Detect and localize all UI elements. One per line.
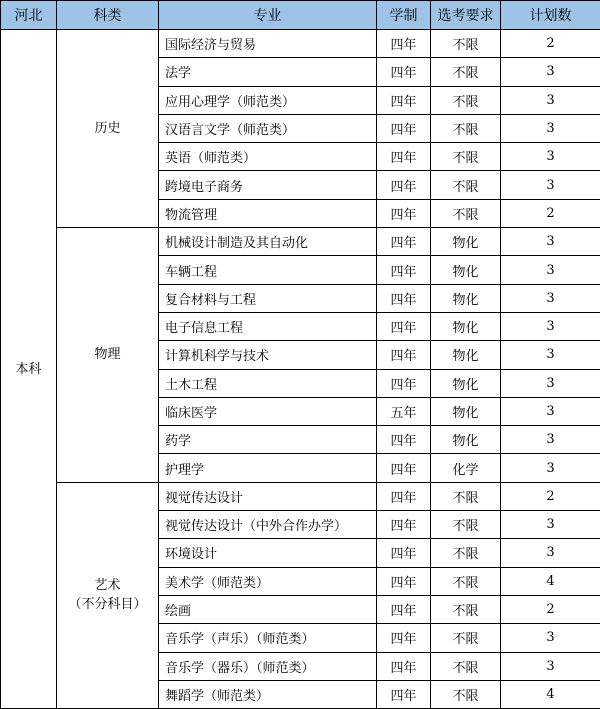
- major-cell: 计算机科学与技术: [159, 341, 377, 369]
- requirement-cell: 物化: [431, 397, 501, 425]
- plan-cell: 2: [501, 482, 600, 510]
- requirement-cell: 物化: [431, 341, 501, 369]
- plan-cell: 3: [501, 256, 600, 284]
- plan-cell: 3: [501, 284, 600, 312]
- requirement-cell: 物化: [431, 426, 501, 454]
- requirement-cell: 不限: [431, 595, 501, 623]
- requirement-cell: 不限: [431, 114, 501, 142]
- requirement-cell: 物化: [431, 312, 501, 340]
- requirement-cell: 不限: [431, 539, 501, 567]
- plan-cell: 3: [501, 511, 600, 539]
- major-cell: 临床医学: [159, 397, 377, 425]
- table-body: [1, 30, 600, 709]
- requirement-cell: 物化: [431, 369, 501, 397]
- duration-cell: 四年: [377, 199, 431, 227]
- major-cell: 音乐学（声乐）（师范类）: [159, 624, 377, 652]
- major-cell: 美术学（师范类）: [159, 567, 377, 595]
- major-cell: 国际经济与贸易: [159, 30, 377, 58]
- plan-cell: 3: [501, 454, 600, 482]
- duration-cell: 四年: [377, 114, 431, 142]
- major-cell: 汉语言文学（师范类）: [159, 114, 377, 142]
- major-cell: 视觉传达设计（中外合作办学）: [159, 511, 377, 539]
- duration-cell: 四年: [377, 30, 431, 58]
- duration-cell: 四年: [377, 680, 431, 708]
- header-category: 科类: [57, 1, 159, 30]
- major-cell: 应用心理学（师范类）: [159, 86, 377, 114]
- duration-cell: 四年: [377, 482, 431, 510]
- duration-cell: 四年: [377, 341, 431, 369]
- major-cell: 环境设计: [159, 539, 377, 567]
- duration-cell: 四年: [377, 426, 431, 454]
- plan-cell: 3: [501, 397, 600, 425]
- requirement-cell: 不限: [431, 86, 501, 114]
- table-row: [1, 228, 600, 256]
- duration-cell: 四年: [377, 86, 431, 114]
- requirement-cell: 不限: [431, 624, 501, 652]
- duration-cell: 四年: [377, 511, 431, 539]
- requirement-cell: 不限: [431, 652, 501, 680]
- plan-cell: 3: [501, 143, 600, 171]
- plan-cell: 2: [501, 30, 600, 58]
- header-major: 专业: [159, 1, 377, 30]
- requirement-cell: 不限: [431, 171, 501, 199]
- header-row: [1, 1, 600, 30]
- duration-cell: 四年: [377, 143, 431, 171]
- plan-cell: 3: [501, 341, 600, 369]
- major-cell: 绘画: [159, 595, 377, 623]
- duration-cell: 四年: [377, 652, 431, 680]
- plan-cell: 2: [501, 199, 600, 227]
- table-row: [1, 482, 600, 510]
- duration-cell: 五年: [377, 397, 431, 425]
- level-cell: 本科: [1, 30, 57, 709]
- plan-cell: 3: [501, 58, 600, 86]
- table-row: [1, 30, 600, 58]
- major-cell: 土木工程: [159, 369, 377, 397]
- requirement-cell: 不限: [431, 680, 501, 708]
- requirement-cell: 不限: [431, 143, 501, 171]
- plan-cell: 3: [501, 539, 600, 567]
- requirement-cell: 不限: [431, 199, 501, 227]
- requirement-cell: 物化: [431, 284, 501, 312]
- duration-cell: 四年: [377, 454, 431, 482]
- plan-cell: 3: [501, 312, 600, 340]
- plan-cell: 2: [501, 595, 600, 623]
- header-plan: 计划数: [501, 1, 600, 30]
- plan-cell: 3: [501, 114, 600, 142]
- major-cell: 药学: [159, 426, 377, 454]
- category-name: 物理: [57, 345, 158, 364]
- major-cell: 音乐学（器乐）（师范类）: [159, 652, 377, 680]
- requirement-cell: 化学: [431, 454, 501, 482]
- plan-cell: 4: [501, 680, 600, 708]
- major-cell: 机械设计制造及其自动化: [159, 228, 377, 256]
- duration-cell: 四年: [377, 171, 431, 199]
- requirement-cell: 不限: [431, 30, 501, 58]
- header-duration: 学制: [377, 1, 431, 30]
- major-cell: 舞蹈学（师范类）: [159, 680, 377, 708]
- category-subname: （不分科目）: [57, 595, 158, 614]
- header-region: 河北: [1, 1, 57, 30]
- plan-cell: 3: [501, 624, 600, 652]
- duration-cell: 四年: [377, 369, 431, 397]
- duration-cell: 四年: [377, 539, 431, 567]
- requirement-cell: 物化: [431, 228, 501, 256]
- duration-cell: 四年: [377, 595, 431, 623]
- major-cell: 跨境电子商务: [159, 171, 377, 199]
- major-cell: 物流管理: [159, 199, 377, 227]
- major-cell: 护理学: [159, 454, 377, 482]
- header-requirement: 选考要求: [431, 1, 501, 30]
- duration-cell: 四年: [377, 284, 431, 312]
- major-cell: 电子信息工程: [159, 312, 377, 340]
- major-cell: 英语（师范类）: [159, 143, 377, 171]
- plan-cell: 3: [501, 652, 600, 680]
- category-cell: [57, 482, 159, 708]
- category-cell: [57, 30, 159, 228]
- requirement-cell: 不限: [431, 58, 501, 86]
- major-cell: 复合材料与工程: [159, 284, 377, 312]
- plan-cell: 3: [501, 369, 600, 397]
- plan-cell: 3: [501, 426, 600, 454]
- major-cell: 法学: [159, 58, 377, 86]
- plan-cell: 4: [501, 567, 600, 595]
- category-name: 历史: [57, 119, 158, 138]
- duration-cell: 四年: [377, 312, 431, 340]
- duration-cell: 四年: [377, 624, 431, 652]
- duration-cell: 四年: [377, 228, 431, 256]
- duration-cell: 四年: [377, 58, 431, 86]
- plan-cell: 3: [501, 171, 600, 199]
- plan-cell: 3: [501, 86, 600, 114]
- duration-cell: 四年: [377, 567, 431, 595]
- requirement-cell: 不限: [431, 482, 501, 510]
- requirement-cell: 物化: [431, 256, 501, 284]
- requirement-cell: 不限: [431, 511, 501, 539]
- category-name: 艺术: [57, 576, 158, 595]
- duration-cell: 四年: [377, 256, 431, 284]
- category-cell: [57, 228, 159, 483]
- requirement-cell: 不限: [431, 567, 501, 595]
- major-cell: 视觉传达设计: [159, 482, 377, 510]
- plan-cell: 3: [501, 228, 600, 256]
- major-cell: 车辆工程: [159, 256, 377, 284]
